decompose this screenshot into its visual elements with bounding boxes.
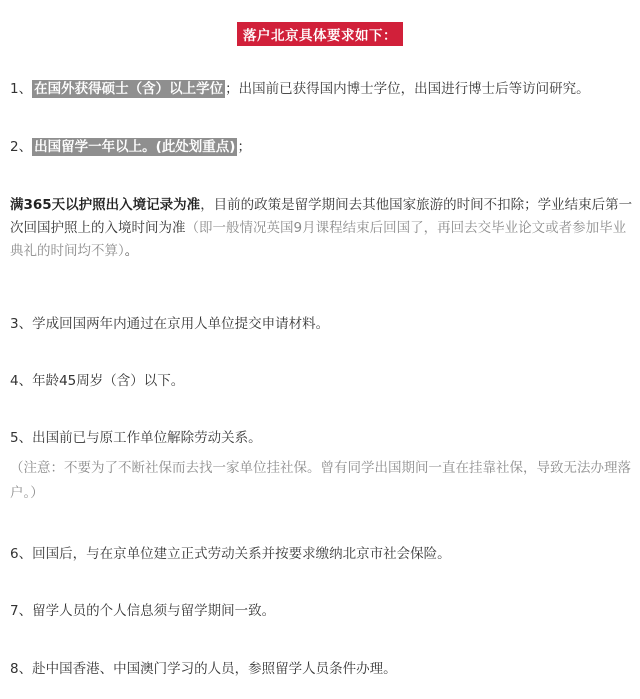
requirement-5: 5、出国前已与原工作单位解除劳动关系。 — [10, 430, 262, 446]
requirement-3: 3、学成回国两年内通过在京用人单位提交申请材料。 — [10, 316, 330, 332]
requirement-1-number: 1、 — [10, 81, 33, 97]
requirement-2-detail-note: （即一般情况英国9月课程结束后回国了，再回去交毕业论文或者参加毕业典礼的时间均不算） — [10, 220, 627, 259]
requirement-2-number: 2、 — [10, 139, 33, 155]
requirement-1-highlight: 在国外获得硕士（含）以上学位 — [34, 81, 224, 97]
requirement-2-detail-end: 。 — [124, 243, 139, 259]
requirement-7: 7、留学人员的个人信息须与留学期间一致。 — [10, 603, 276, 619]
requirement-2 — [10, 136, 635, 159]
page-title: 落户北京具体要求如下： — [237, 22, 403, 46]
title-container — [0, 22, 640, 46]
requirement-5-note: （注意：不要为了不断社保而去找一家单位挂社保。曾有同学出国期间一直在挂靠社保，导致无法办理落户。） — [10, 460, 631, 501]
requirement-4: 4、年龄45周岁（含）以下。 — [10, 373, 185, 389]
requirement-2-detail-text: ，目前的政策是留学期间去其他国家旅游的时间不扣除；学业结束后第一次回国护照上的入境时间为准 — [10, 197, 633, 236]
requirement-2-detail-bold: 满365天以护照出入境记录为准 — [10, 197, 201, 213]
requirement-2-text: ； — [237, 139, 251, 155]
requirement-8: 8、赴中国香港、中国澳门学习的人员，参照留学人员条件办理。 — [10, 661, 397, 677]
requirement-6: 6、回国后，与在京单位建立正式劳动关系并按要求缴纳北京市社会保险。 — [10, 546, 451, 562]
requirement-1-text: ；出国前已获得国内博士学位，出国进行博士后等访问研究。 — [225, 81, 590, 97]
requirement-2-detail — [10, 194, 635, 263]
requirement-1 — [10, 78, 635, 101]
requirement-2-highlight: 出国留学一年以上。(此处划重点) — [34, 139, 236, 155]
